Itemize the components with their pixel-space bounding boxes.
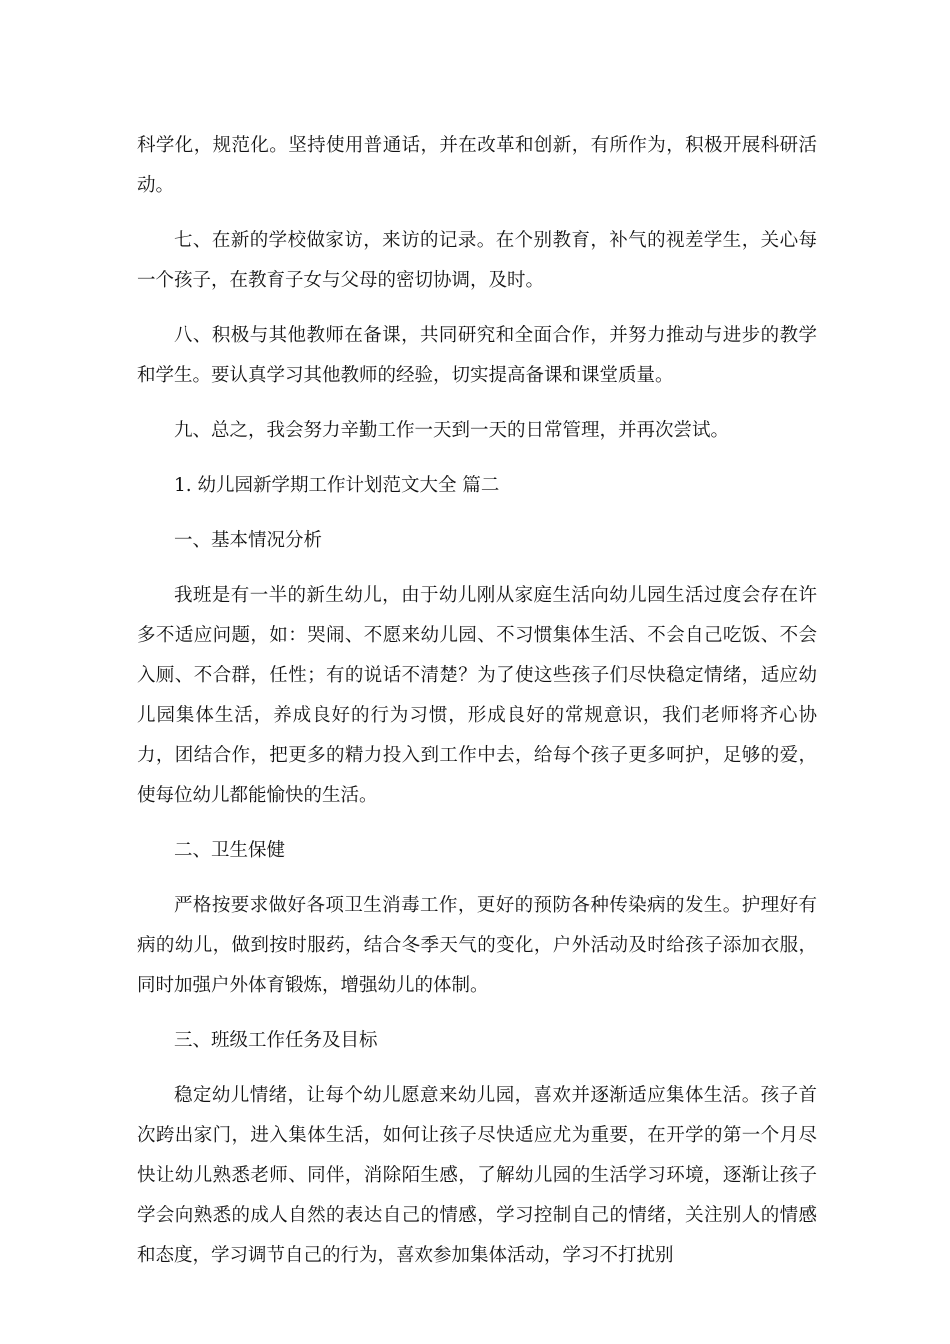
section-title: 1. 幼儿园新学期工作计划范文大全 篇二: [174, 475, 500, 496]
paragraph-health-care: 严格按要求做好各项卫生消毒工作，更好的预防各种传染病的发生。护理好有病的幼儿，做到按时服药，结合冬季天气的变化，户外活动及时给孩子添加衣服，同时加强户外体育锻炼，增强幼儿的体制。: [137, 895, 817, 996]
paragraph-item-eight: 八、积极与其他教师在备课，共同研究和全面合作，并努力推动与进步的教学和学生。要认真学习其他教师的经验，切实提高备课和课堂质量。: [137, 325, 817, 386]
paragraph-continuation: 科学化，规范化。坚持使用普通话，并在改革和创新，有所作为，积极开展科研活动。: [137, 135, 817, 196]
heading-health-care: 二、卫生保健: [174, 840, 286, 861]
paragraph-item-seven: 七、在新的学校做家访，来访的记录。在个别教育，补气的视差学生，关心每一个孩子，在教育子女与父母的密切协调，及时。: [137, 230, 817, 291]
heading-class-tasks: 三、班级工作任务及目标: [174, 1030, 378, 1051]
paragraph-basic-analysis: 我班是有一半的新生幼儿，由于幼儿刚从家庭生活向幼儿园生活过度会存在许多不适应问题，如：哭闹、不愿来幼儿园、不习惯集体生活、不会自己吃饭、不会入厕、不合群，任性；有的说话不清楚？为了使这些孩子们尽快稳定情绪，适应幼儿园集体生活，养成良好的行为习惯，形成良好的常规意识，我们老师将齐心协力，团结合作，把更多的精力投入到工作中去，给每个孩子更多呵护，足够的爱，使每位幼儿都能愉快的生活。: [137, 585, 817, 806]
paragraph-class-tasks: 稳定幼儿情绪，让每个幼儿愿意来幼儿园，喜欢并逐渐适应集体生活。孩子首次跨出家门，进入集体生活，如何让孩子尽快适应尤为重要，在开学的第一个月尽快让幼儿熟悉老师、同伴，消除陌生感，了解幼儿园的生活学习环境，逐渐让孩子学会向熟悉的成人自然的表达自己的情感，学习控制自己的情绪，关注别人的情感和态度，学习调节自己的行为，喜欢参加集体活动，学习不打扰别: [137, 1085, 817, 1266]
document-body: [137, 126, 817, 1291]
heading-basic-analysis: 一、基本情况分析: [174, 530, 323, 551]
paragraph-item-nine: 九、总之，我会努力辛勤工作一天到一天的日常管理，并再次尝试。: [174, 420, 730, 441]
